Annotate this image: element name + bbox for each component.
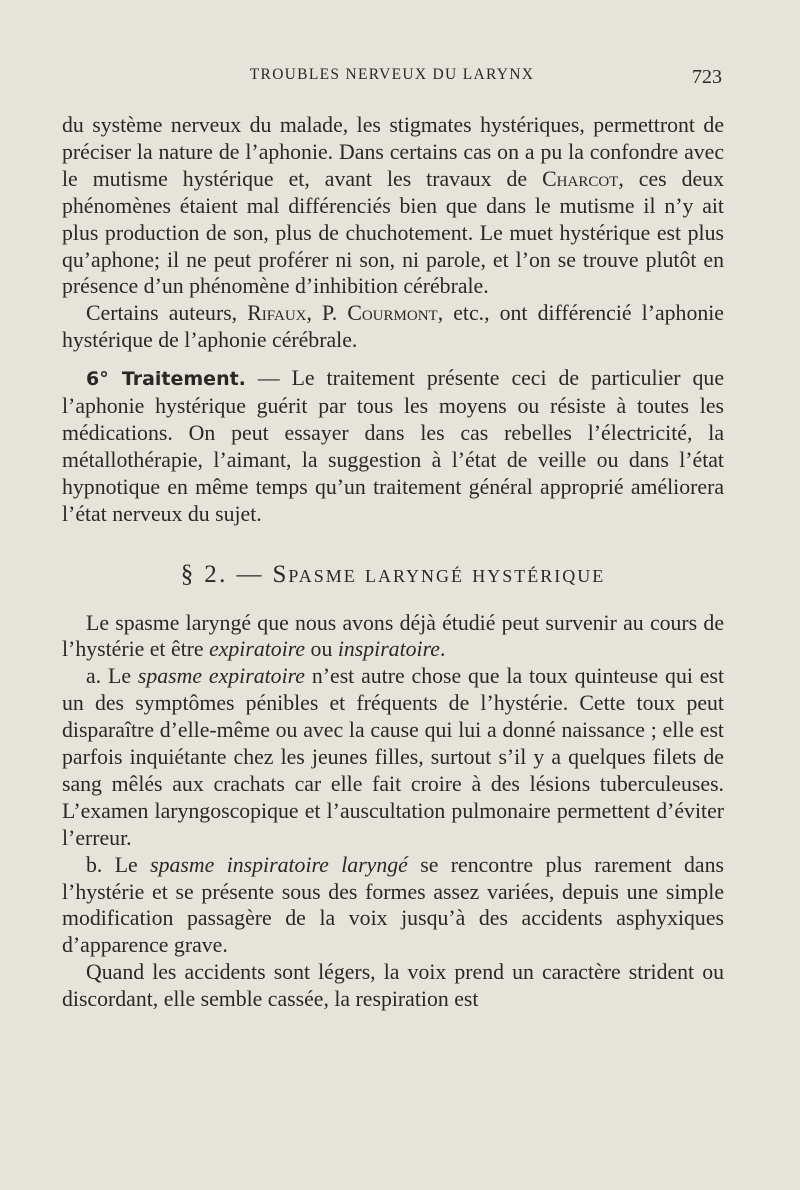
paragraph-auteurs bbox=[62, 300, 724, 354]
text-span: du système nerveux du malade, les stigmates hystériques, permettront de préciser la nature de l’aphonie. Dans certains cas on a pu la confondre avec le mutisme hystérique et, avant les travaux de bbox=[62, 113, 724, 191]
running-head: TROUBLES NERVEUX DU LARYNX bbox=[249, 66, 535, 83]
text-span: , P. bbox=[306, 301, 348, 326]
text-span: Certains auteurs, bbox=[86, 301, 248, 326]
paragraph-spasme-intro bbox=[62, 610, 724, 664]
term-spasme-inspiratoire: spasme inspiratoire laryngé bbox=[150, 852, 408, 877]
author-name-rifaux: Rifaux bbox=[247, 301, 307, 326]
text-span: Le spasme laryngé que nous avons déjà étudié peut survenir au cours de l’hystérie et être bbox=[62, 610, 724, 662]
text-span: . bbox=[439, 637, 446, 662]
text-span: a. Le bbox=[86, 664, 138, 689]
subheading-traitement: 6° Traitement. bbox=[86, 368, 246, 391]
section-heading bbox=[62, 562, 724, 589]
author-name-charcot: Charcot bbox=[542, 166, 619, 191]
paragraph-mutisme bbox=[62, 112, 724, 300]
term-inspiratoire: inspiratoire bbox=[337, 637, 440, 662]
term-expiratoire: expiratoire bbox=[209, 637, 306, 662]
text-span: ou bbox=[305, 637, 338, 662]
page-number: 723 bbox=[692, 66, 722, 88]
page-header bbox=[62, 66, 722, 90]
term-spasme-expiratoire: spasme expiratoire bbox=[137, 664, 305, 689]
section-number: § 2. — bbox=[180, 560, 273, 588]
text-span: — Le traitement présente ceci de particulier que l’aphonie hystérique guérit par tous les moyens ou résiste à toutes les médications. On peut essayer dans les cas rebelles l’électricité, la métallothérapie, l’aimant, la suggestion à l’état de veille ou dans l’état hypnotique en même temps qu’un traitement général approprié améliorera l’état nerveux du sujet. bbox=[62, 366, 724, 526]
text-span: , etc., ont différencié l’aphonie hystérique de l’aphonie cérébrale. bbox=[62, 301, 724, 353]
page-body bbox=[62, 112, 724, 1013]
text-span: Quand les accidents sont légers, la voix prend un caractère strident ou discordant, elle semble cassée, la respiration est bbox=[62, 960, 724, 1012]
section-title: Spasme laryngé hystérique bbox=[272, 560, 606, 588]
paragraph-spasme-expiratoire bbox=[62, 663, 724, 851]
text-span: b. Le bbox=[86, 852, 151, 877]
text-span: n’est autre chose que la toux quinteuse qui est un des symptômes pénibles et fréquents de l’hystérie. Cette toux peut disparaître d’elle-même ou avec la cause qui lui a donné naissance ; elle est parfois inquiétante chez les jeunes filles, surtout s’il y a quelques filets de sang mêlés aux crachats car elle fait croire à des lésions tuberculeuses. L’examen laryngoscopique et l’auscultation pulmonaire permettent d’éviter l’erreur. bbox=[62, 664, 724, 850]
paragraph-spasme-inspiratoire bbox=[62, 852, 724, 960]
text-span: se rencontre plus rarement dans l’hystérie et se présente sous des formes assez variées, depuis une simple modification passagère de la voix jusqu’à des accidents asphyxiques d’apparence grave. bbox=[62, 852, 724, 958]
author-name-courmont: Courmont bbox=[347, 301, 438, 326]
paragraph-traitement bbox=[62, 365, 724, 527]
paragraph-accidents bbox=[62, 959, 724, 1013]
text-span: , ces deux phénomènes étaient mal différenciés bien que dans le mutisme il n’y ait plus production de son, plus de chuchotement. Le muet hystérique est plus qu’aphone; il ne peut proférer ni son, ni parole, et l’on se trouve plutôt en présence d’un phénomène d’inhibition cérébrale. bbox=[62, 166, 724, 299]
